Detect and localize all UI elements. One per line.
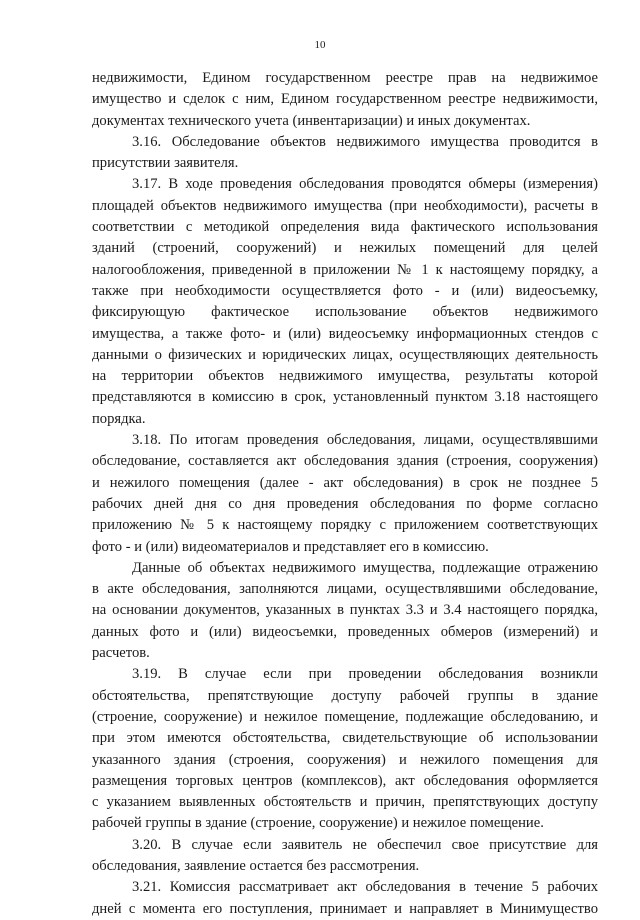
text-line: 3.19. В случае если при проведении обследования возникли	[132, 666, 598, 683]
text-line: налогообложения, приведенной в приложении № 1 к настоящему порядку, а	[92, 261, 598, 278]
text-line: порядка.	[92, 410, 146, 427]
text-line: 3.20. В случае если заявитель не обеспечил свое присутствие для	[132, 836, 598, 853]
text-line: на территории объектов недвижимого имущества, результаты которой	[92, 368, 598, 385]
text-line: рабочих дней дня со дня проведения обследования по форме согласно	[92, 495, 598, 512]
text-line: дней с момента его поступления, принимает и направляет в Минимущество	[92, 900, 598, 917]
text-line: данными о физических и юридических лицах, осуществляющих деятельность	[92, 346, 598, 363]
text-line: 3.21. Комиссия рассматривает акт обследования в течение 5 рабочих	[132, 879, 598, 896]
text-line: 3.16. Обследование объектов недвижимого имущества проводится в	[132, 133, 598, 150]
text-line: имущества, а также фото- и (или) видеосъемку информационных стендов с	[92, 325, 598, 342]
text-line: присутствии заявителя.	[92, 155, 239, 172]
text-line: обследование, составляется акт обследования здания (строения, сооружения)	[92, 453, 598, 470]
text-line: площадей объектов недвижимого имущества (при необходимости), расчеты в	[92, 197, 598, 214]
text-line: фото - и (или) видеоматериалов и представляет его в комиссию.	[92, 538, 489, 555]
text-line: с указанием выявленных обстоятельств и причин, препятствующих доступу	[92, 794, 598, 811]
document-body	[92, 68, 598, 920]
text-line: на основании документов, указанных в пунктах 3.3 и 3.4 настоящего порядка,	[92, 602, 598, 619]
text-line: представляются в комиссию в срок, установленный пунктом 3.18 настоящего	[92, 389, 598, 406]
text-line: зданий (строений, сооружений) и нежилых помещений для целей	[92, 240, 598, 257]
text-line: обстоятельства, препятствующие доступу рабочей группы в здание	[92, 687, 598, 704]
text-line: в акте обследования, заполняются лицами, осуществлявшими обследование,	[92, 581, 598, 598]
text-line: и нежилого помещения (далее - акт обследования) в срок не позднее 5	[92, 474, 598, 491]
text-line: Данные об объектах недвижимого имущества, подлежащие отражению	[132, 559, 598, 576]
text-line: при этом имеются обстоятельства, свидетельствующие об использовании	[92, 730, 598, 747]
text-line: размещения торговых центров (комплексов), акт обследования оформляется	[92, 772, 598, 789]
page-number: 10	[314, 39, 326, 51]
text-line: имущество и сделок с ним, Едином государственном реестре недвижимости,	[92, 91, 598, 108]
text-line: обследования, заявление остается без рассмотрения.	[92, 857, 420, 874]
text-line: (строение, сооружение) и нежилое помещение, подлежащие обследованию, и	[92, 708, 598, 725]
text-line: приложению № 5 к настоящему порядку с приложением соответствующих	[92, 517, 598, 534]
text-line: также при необходимости осуществляется фото - и (или) видеосъемку,	[92, 282, 598, 299]
text-line: 3.17. В ходе проведения обследования проводятся обмеры (измерения)	[132, 176, 598, 193]
text-line: недвижимости, Едином государственном реестре прав на недвижимое	[92, 70, 598, 86]
text-line: 3.18. По итогам проведения обследования, лицами, осуществлявшими	[132, 432, 598, 449]
text-line: расчетов.	[92, 645, 150, 662]
text-line: фиксирующую фактическое использование объектов недвижимого	[92, 304, 598, 321]
text-line: указанного здания (строения, сооружения) и нежилого помещения для	[92, 751, 598, 768]
text-line: документах технического учета (инвентаризации) и иных документах.	[92, 112, 531, 129]
text-line: соответствии с методикой определения вида фактического использования	[92, 219, 598, 236]
text-line: рабочей группы в здание (строение, сооружение) и нежилое помещение.	[92, 815, 544, 832]
text-line: данных фото и (или) видеосъемки, проведенных обмеров (измерений) и	[92, 623, 598, 640]
